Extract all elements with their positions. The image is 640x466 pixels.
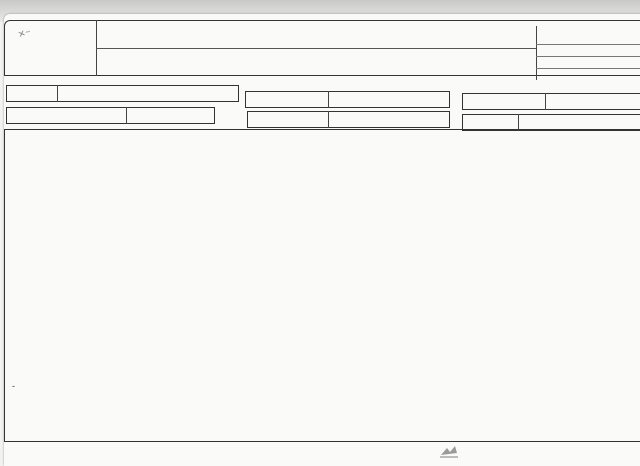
responsable-divider xyxy=(328,111,329,128)
lote-field[interactable] xyxy=(6,107,215,124)
logo-scribble-icon: ✕~ xyxy=(16,26,32,40)
variedad-field[interactable] xyxy=(462,93,640,110)
colombiagap-logo-icon xyxy=(438,444,460,460)
stray-mark: - xyxy=(12,381,15,391)
cultivo-divider xyxy=(328,91,329,108)
header-hline xyxy=(96,48,536,49)
responsable-field[interactable] xyxy=(247,111,450,128)
lote-divider xyxy=(126,107,127,124)
finca-field[interactable] xyxy=(6,85,239,102)
code-line-3 xyxy=(536,68,640,69)
cultivo-field[interactable] xyxy=(245,91,450,108)
code-line-2 xyxy=(536,56,640,57)
code-line-1 xyxy=(536,44,640,45)
registro-table xyxy=(4,129,640,442)
finca-divider xyxy=(57,85,58,102)
variedad-divider xyxy=(545,93,546,110)
code-divider xyxy=(536,26,537,80)
